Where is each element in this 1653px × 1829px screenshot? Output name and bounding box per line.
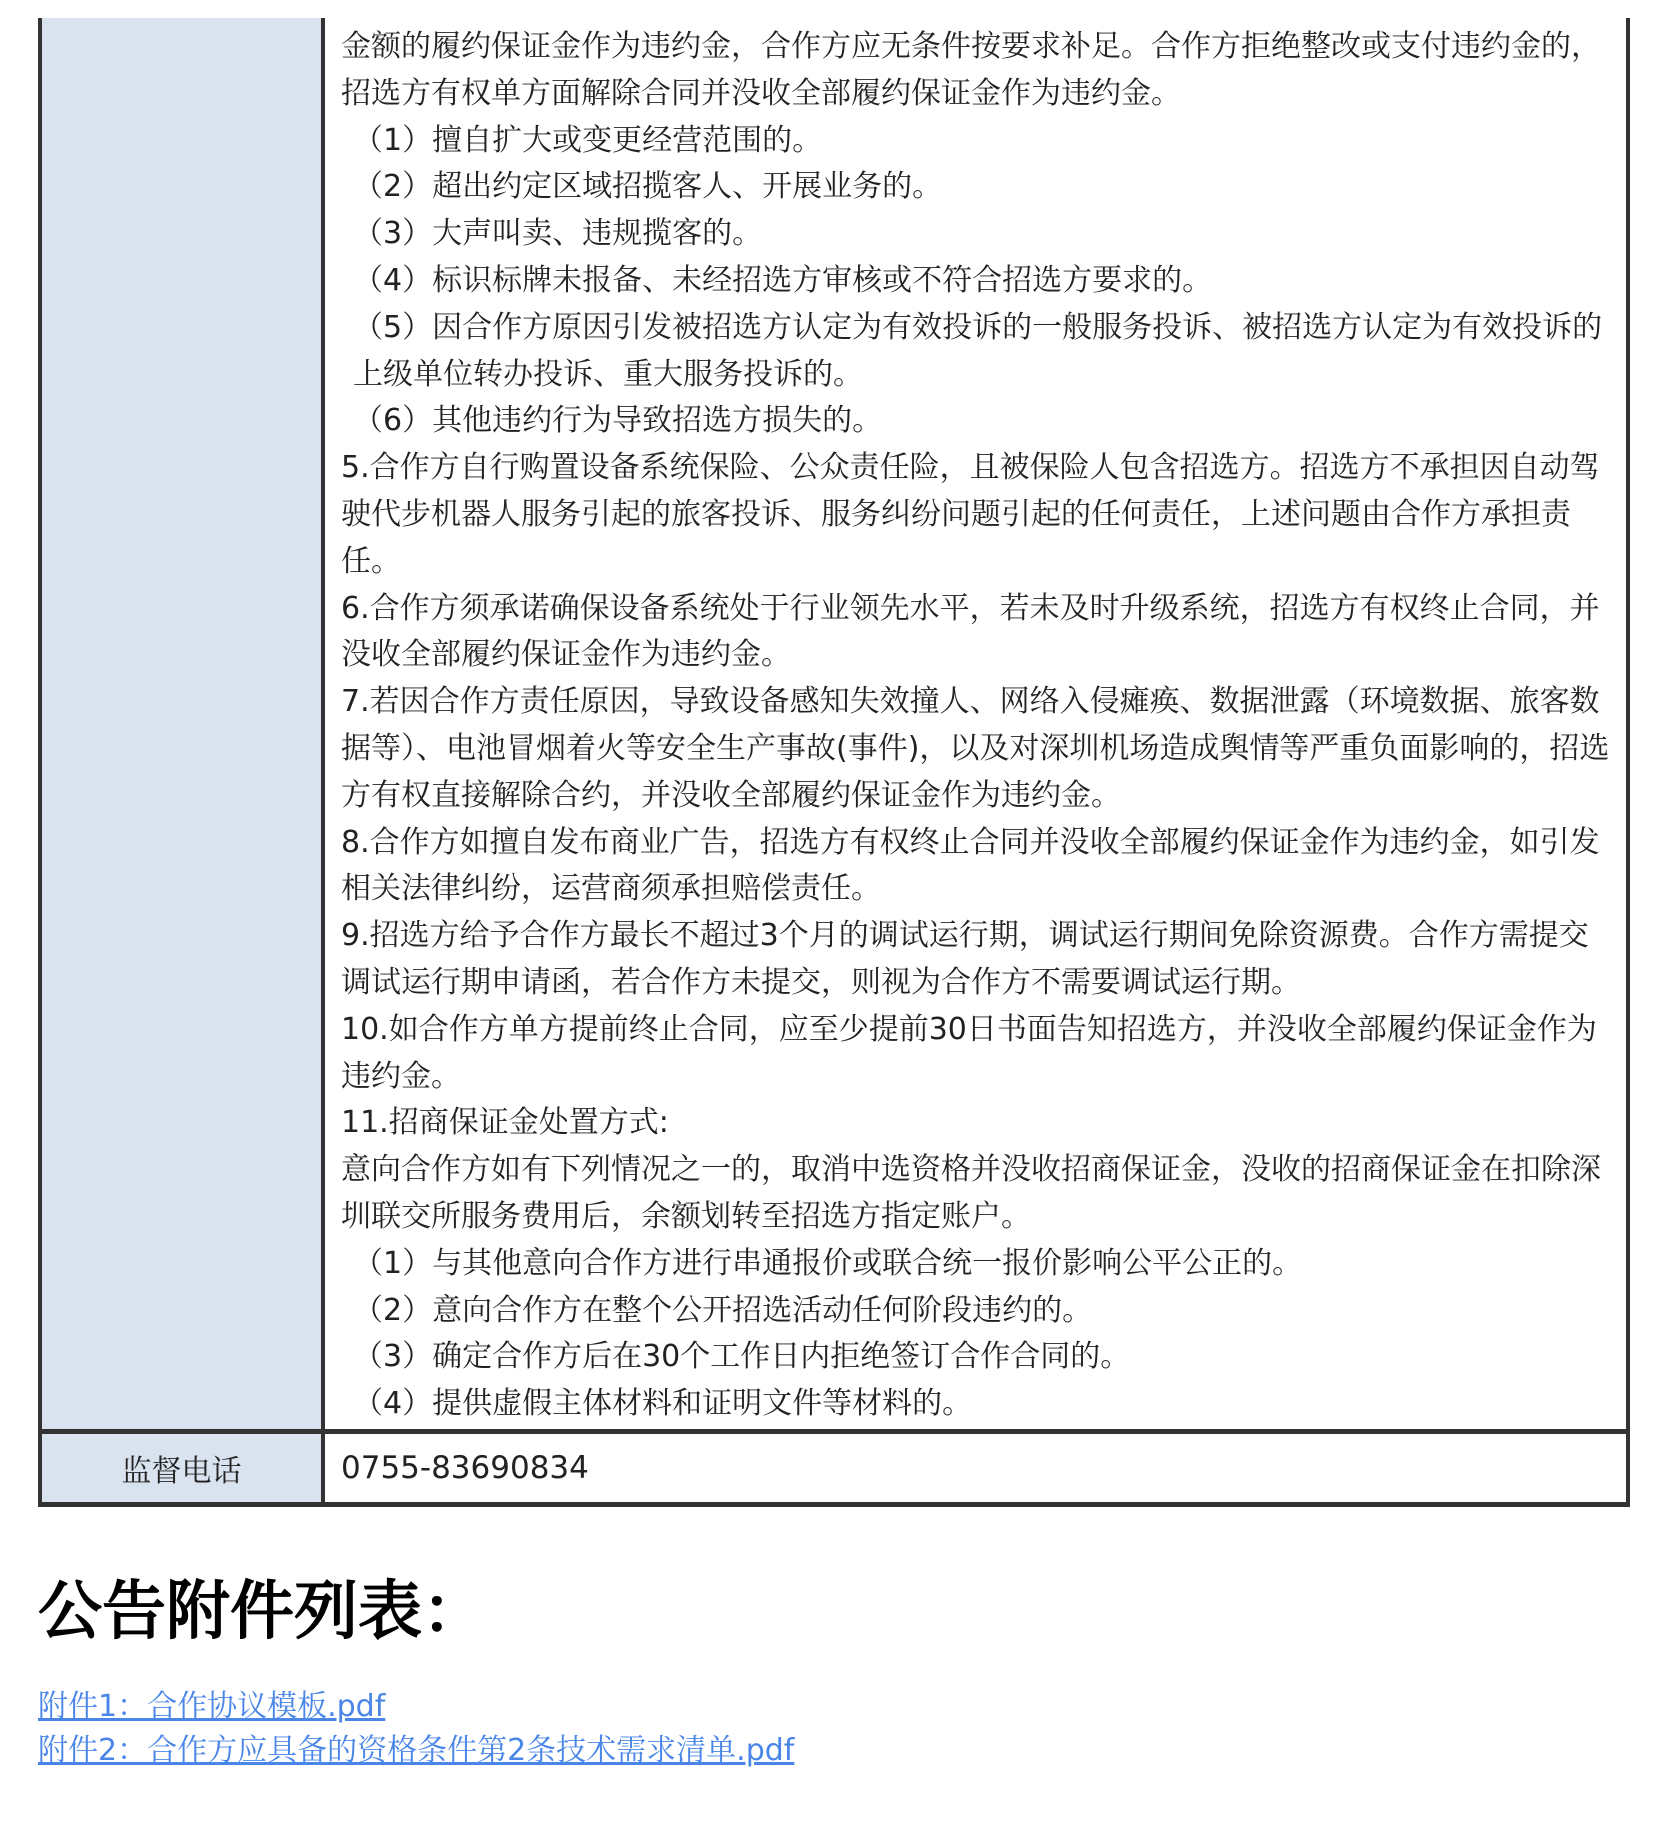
sub-clause: （1）擅自扩大或变更经营范围的。 [353,122,823,158]
sub-clause: （2）超出约定区域招揽客人、开展业务的。 [353,169,943,205]
attachment-list [38,1685,794,1773]
clause: 10.如合作方单方提前终止合同，应至少提前30日书面告知招选方，并没收全部履约保证金作为违约金。 [341,1011,1597,1094]
sub-clause: （6）其他违约行为导致招选方损失的。 [353,403,883,439]
phone-label: 监督电话 [42,1434,325,1502]
clause: 6.合作方须承诺确保设备系统处于行业领先水平，若未及时升级系统，招选方有权终止合同，并没收全部履约保证金作为违约金。 [341,590,1600,673]
clause: 7.若因合作方责任原因，导致设备感知失效撞人、网络入侵瘫痪、数据泄露（环境数据、旅客数据等）、电池冒烟着火等安全生产事故(事件)，以及对深圳机场造成舆情等严重负面影响的，招选方有权直接解除合约，并没收全部履约保证金作为违约金。 [341,684,1610,813]
table-row-phone [42,1434,1626,1507]
attachments-heading: 公告附件列表： [38,1575,486,1649]
sub-clause: （3）大声叫卖、违规揽客的。 [353,216,763,252]
announcement-table [38,18,1630,1507]
clause: 金额的履约保证金作为违约金，合作方应无条件按要求补足。合作方拒绝整改或支付违约金的，招选方有权单方面解除合同并没收全部履约保证金作为违约金。 [341,29,1601,111]
table-row-penalties [42,18,1626,1434]
clause: 意向合作方如有下列情况之一的，取消中选资格并没收招商保证金，没收的招商保证金在扣除深圳联交所服务费用后，余额划转至招选方指定账户。 [341,1152,1601,1234]
sub-clause: （4）标识标牌未报备、未经招选方审核或不符合招选方要求的。 [353,262,1213,298]
clause: 11.招商保证金处置方式: [341,1105,669,1141]
sub-clause: （1）与其他意向合作方进行串通报价或联合统一报价影响公平公正的。 [353,1245,1303,1281]
phone-value: 0755-83690834 [325,1434,1626,1502]
clause: 8.合作方如擅自发布商业广告，招选方有权终止合同并没收全部履约保证金作为违约金，如引发相关法律纠纷，运营商须承担赔偿责任。 [341,824,1600,907]
row-label-cell [42,18,325,1429]
sub-clause: （5）因合作方原因引发被招选方认定为有效投诉的一般服务投诉、被招选方认定为有效投诉的上级单位转办投诉、重大服务投诉的。 [353,309,1603,392]
sub-clause: （4）提供虚假主体材料和证明文件等材料的。 [353,1386,973,1422]
clause: 5.合作方自行购置设备系统保险、公众责任险，且被保险人包含招选方。招选方不承担因自动驾驶代步机器人服务引起的旅客投诉、服务纠纷问题引起的任何责任，上述问题由合作方承担责任。 [341,450,1600,579]
clause: 9.招选方给予合作方最长不超过3个月的调试运行期，调试运行期间免除资源费。合作方需提交调试运行期申请函，若合作方未提交，则视为合作方不需要调试运行期。 [341,918,1589,1000]
penalty-clauses-cell [325,18,1626,1429]
sub-clause: （3）确定合作方后在30个工作日内拒绝签订合作合同的。 [353,1339,1131,1375]
attachment-link-2[interactable]: 附件2：合作方应具备的资格条件第2条技术需求清单.pdf [38,1733,795,1768]
sub-clause: （2）意向合作方在整个公开招选活动任何阶段违约的。 [353,1292,1093,1328]
attachment-link-1[interactable]: 附件1：合作协议模板.pdf [38,1689,386,1724]
